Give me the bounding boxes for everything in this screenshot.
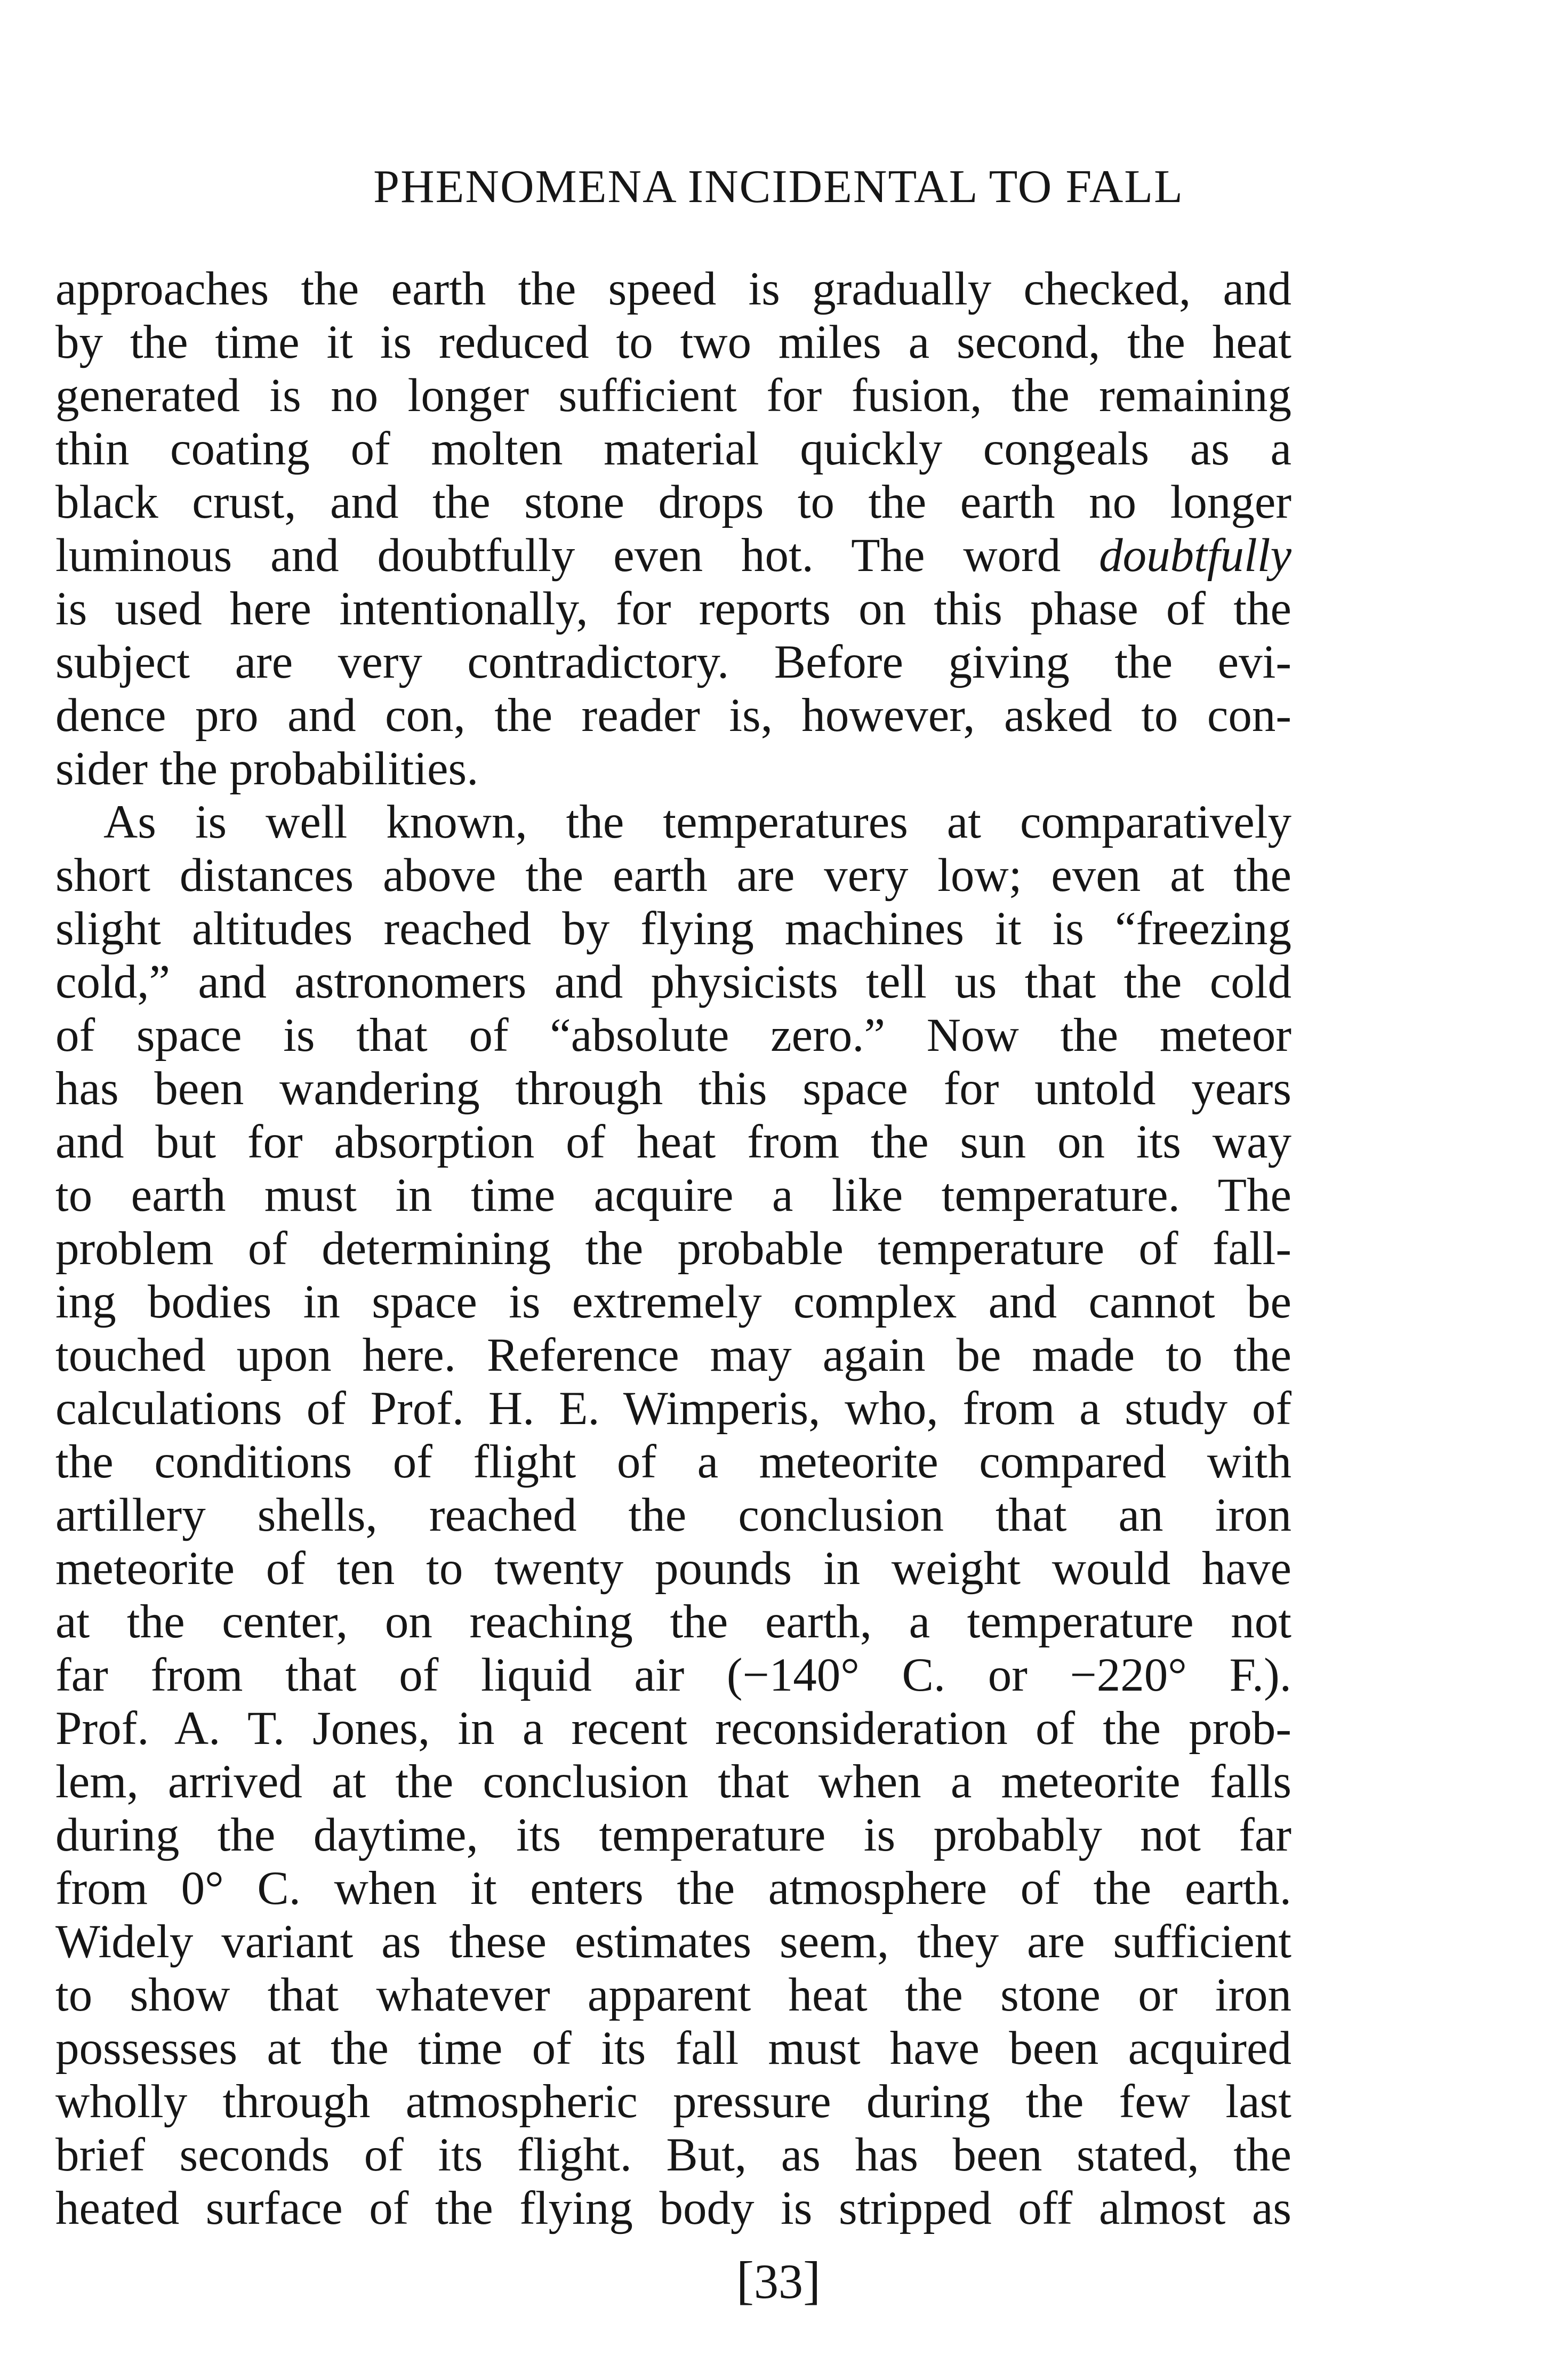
text-line: from 0° C. when it enters the atmosphere of the earth. (55, 1862, 1291, 1915)
text-line: wholly through atmospheric pressure during the few last (55, 2076, 1291, 2128)
text-line: has been wandering through this space for untold years (55, 1063, 1291, 1115)
text-line: brief seconds of its flight. But, as has been stated, the (55, 2129, 1291, 2181)
text-line: lem, arrived at the conclusion that when a meteorite falls (55, 1756, 1291, 1808)
text-line: dence pro and con, the reader is, however, asked to con- (55, 689, 1291, 742)
text-line: to earth must in time acquire a like temperature. The (55, 1169, 1291, 1221)
text-line: artillery shells, reached the conclusion that an iron (55, 1489, 1291, 1541)
text-line-segment: luminous and doubtfully even hot. The word (55, 529, 1061, 582)
paragraph-end-line: sider the probabilities. (55, 743, 479, 795)
page-number (0, 2251, 1557, 2311)
folio-open-bracket: [ (736, 2250, 754, 2310)
text-line: short distances above the earth are very low; even at the (55, 849, 1291, 902)
text-line: cold,” and astronomers and physicists tell us that the cold (55, 956, 1291, 1008)
text-line: subject are very contradictory. Before giving the evi- (55, 636, 1291, 688)
text-line: touched upon here. Reference may again be made to the (55, 1329, 1291, 1381)
body-text (55, 262, 1291, 2235)
text-line: to show that whatever apparent heat the stone or iron (55, 1969, 1291, 2021)
paragraph-start-line: As is well known, the temperatures at comparatively (103, 796, 1291, 848)
text-line: slight altitudes reached by flying machines it is “freezing (55, 903, 1291, 955)
text-line: is used here intentionally, for reports on this phase of the (55, 583, 1291, 635)
text-line: Prof. A. T. Jones, in a recent reconsideration of the prob- (55, 1702, 1291, 1755)
running-head: PHENOMENA INCIDENTAL TO FALL (373, 161, 1184, 213)
text-line: possesses at the time of its fall must have been acquired (55, 2022, 1291, 2075)
text-line-with-italic (55, 529, 1291, 582)
text-line: during the daytime, its temperature is probably not far (55, 1809, 1291, 1861)
text-line: at the center, on reaching the earth, a temperature not (55, 1596, 1291, 1648)
text-line: meteorite of ten to twenty pounds in weight would have (55, 1542, 1291, 1595)
text-line: approaches the earth the speed is gradually checked, and (55, 263, 1291, 315)
text-line: and but for absorption of heat from the sun on its way (55, 1116, 1291, 1168)
text-line: Widely variant as these estimates seem, they are sufficient (55, 1916, 1291, 1968)
text-line: generated is no longer sufficient for fusion, the remaining (55, 369, 1291, 422)
text-line: problem of determining the probable temperature of fall- (55, 1223, 1291, 1275)
folio-number: 33 (754, 2254, 803, 2309)
text-line: by the time it is reduced to two miles a second, the heat (55, 316, 1291, 368)
text-line: far from that of liquid air (−140° C. or −220° F.). (55, 1649, 1291, 1701)
folio-close-bracket: ] (803, 2250, 821, 2310)
text-line: ing bodies in space is extremely complex and cannot be (55, 1276, 1291, 1328)
italic-word: doubtfully (1099, 529, 1291, 582)
text-line: black crust, and the stone drops to the earth no longer (55, 476, 1291, 528)
text-line: calculations of Prof. H. E. Wimperis, who, from a study of (55, 1382, 1291, 1435)
text-line: of space is that of “absolute zero.” Now the meteor (55, 1009, 1291, 1062)
text-line: heated surface of the flying body is stripped off almost as (55, 2182, 1291, 2234)
text-line: thin coating of molten material quickly congeals as a (55, 423, 1291, 475)
text-line: the conditions of flight of a meteorite compared with (55, 1436, 1291, 1488)
